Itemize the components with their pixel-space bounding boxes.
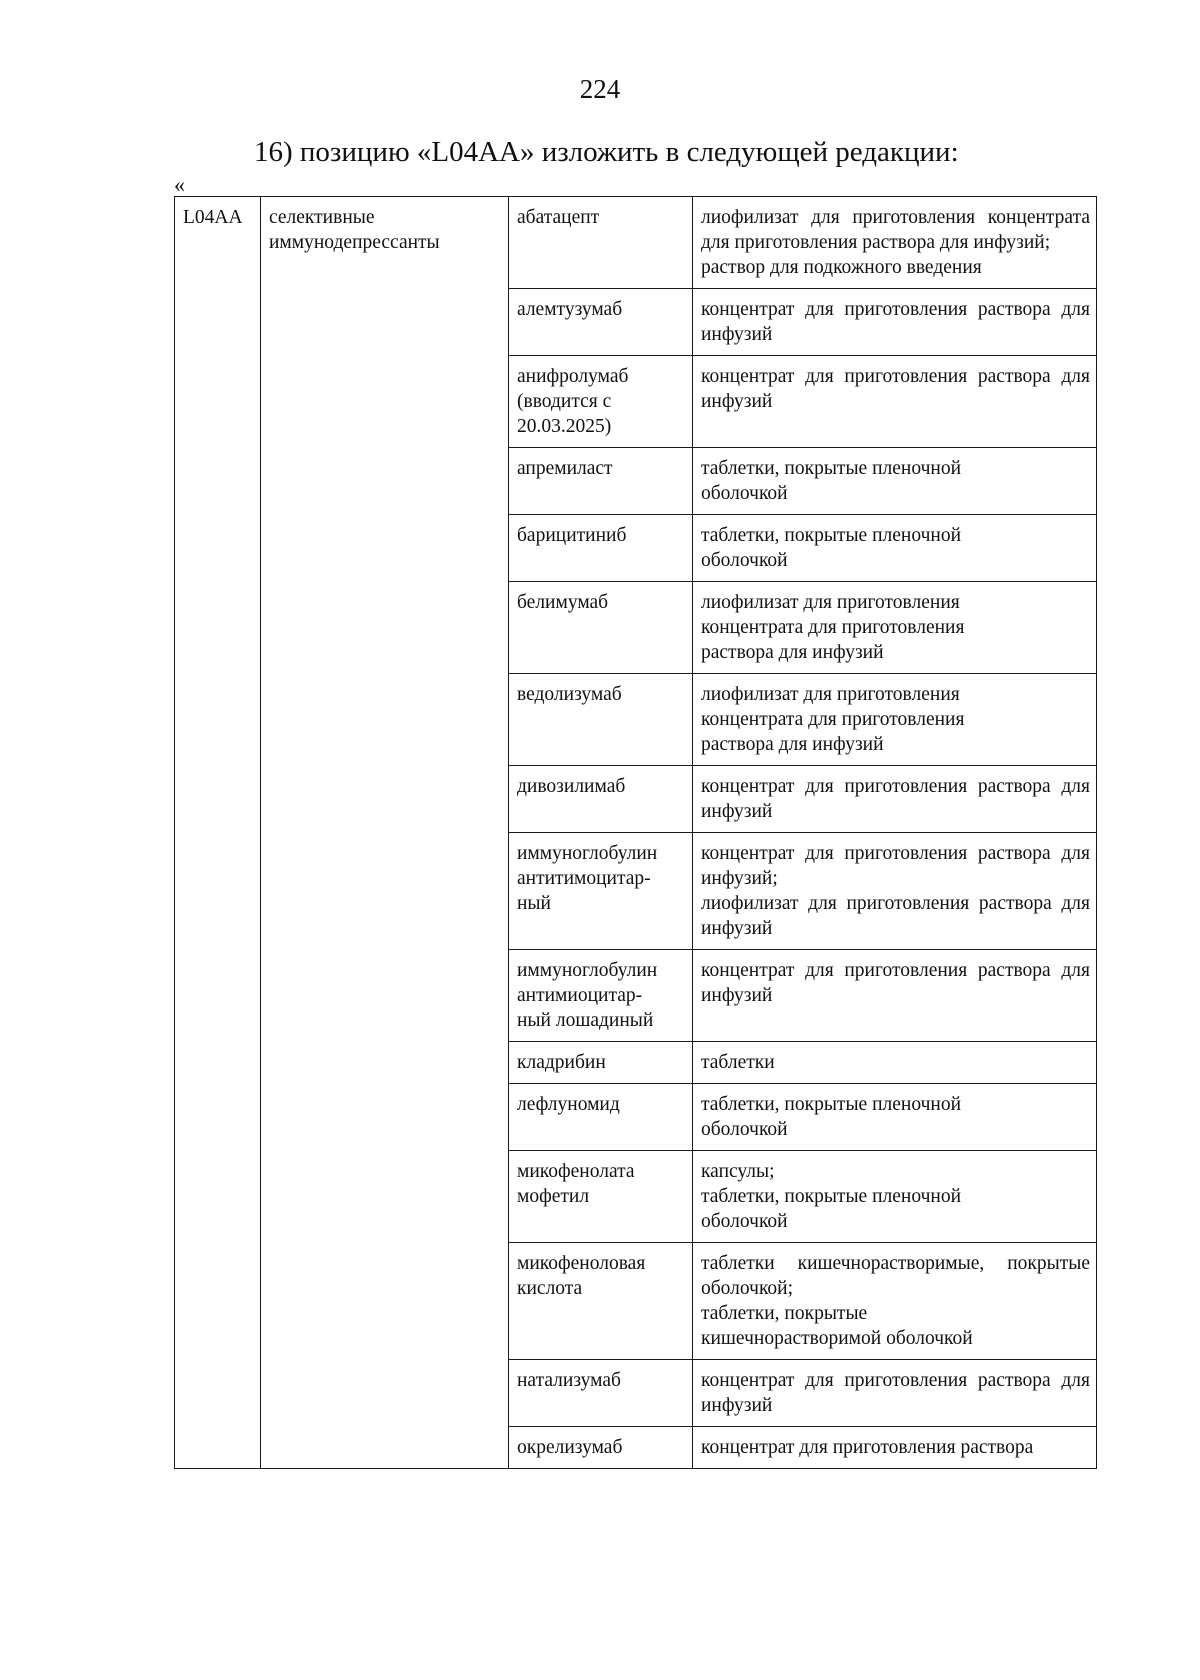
drug-table	[174, 196, 1097, 1469]
atc-code-cell: L04AA	[175, 197, 261, 1469]
drug-name-cell: кладрибин	[509, 1042, 693, 1084]
dosage-form-cell: таблетки кишечнорастворимые, покрытые оболочкой; таблетки, покрытые кишечнорастворимой оболочкой	[693, 1243, 1097, 1360]
dosage-form-cell: лиофилизат для приготовления концентрата для приготовления раствора для инфузий	[693, 674, 1097, 766]
drug-name-cell: алемтузумаб	[509, 289, 693, 356]
drug-name-cell: лефлуномид	[509, 1084, 693, 1151]
dosage-form-cell: лиофилизат для приготовления концентрата для приготовления раствора для инфузий	[693, 582, 1097, 674]
page-number: 224	[579, 74, 621, 104]
pharmacological-group-cell: селективные иммунодепрессанты	[261, 197, 509, 1469]
drug-table-body	[175, 197, 1097, 1469]
dosage-form-cell: лиофилизат для приготовления концентрата для приготовления раствора для инфузий; раствор для подкожного введения	[693, 197, 1097, 289]
dosage-form-cell: концентрат для приготовления раствора для инфузий	[693, 950, 1097, 1042]
drug-name-cell: микофенолата мофетил	[509, 1151, 693, 1243]
drug-name-cell: окрелизумаб	[509, 1427, 693, 1469]
drug-name-cell: натализумаб	[509, 1360, 693, 1427]
dosage-form-cell: концентрат для приготовления раствора для инфузий	[693, 766, 1097, 833]
drug-name-cell: дивозилимаб	[509, 766, 693, 833]
drug-name-cell: белимумаб	[509, 582, 693, 674]
dosage-form-cell: концентрат для приготовления раствора для инфузий; лиофилизат для приготовления раствора для инфузий	[693, 833, 1097, 950]
drug-name-cell: иммуноглобулин антитимоцитар- ный	[509, 833, 693, 950]
drug-name-cell: барицитиниб	[509, 515, 693, 582]
dosage-form-cell: концентрат для приготовления раствора	[693, 1427, 1097, 1469]
drug-name-cell: анифролумаб (вводится с 20.03.2025)	[509, 356, 693, 448]
drug-name-cell: ведолизумаб	[509, 674, 693, 766]
dosage-form-cell: таблетки	[693, 1042, 1097, 1084]
dosage-form-cell: капсулы; таблетки, покрытые пленочной оболочкой	[693, 1151, 1097, 1243]
dosage-form-cell: таблетки, покрытые пленочной оболочкой	[693, 448, 1097, 515]
dosage-form-cell: концентрат для приготовления раствора для инфузий	[693, 289, 1097, 356]
table-row	[175, 197, 1097, 289]
drug-name-cell: апремиласт	[509, 448, 693, 515]
drug-name-cell: микофеноловая кислота	[509, 1243, 693, 1360]
section-heading: 16) позицию «L04AA» изложить в следующей редакции:	[254, 136, 959, 168]
dosage-form-cell: концентрат для приготовления раствора для инфузий	[693, 1360, 1097, 1427]
drug-name-cell: абатацепт	[509, 197, 693, 289]
dosage-form-cell: таблетки, покрытые пленочной оболочкой	[693, 1084, 1097, 1151]
dosage-form-cell: таблетки, покрытые пленочной оболочкой	[693, 515, 1097, 582]
dosage-form-cell: концентрат для приготовления раствора для инфузий	[693, 356, 1097, 448]
drug-name-cell: иммуноглобулин антимиоцитар- ный лошадиный	[509, 950, 693, 1042]
opening-quote-mark: «	[174, 172, 185, 197]
